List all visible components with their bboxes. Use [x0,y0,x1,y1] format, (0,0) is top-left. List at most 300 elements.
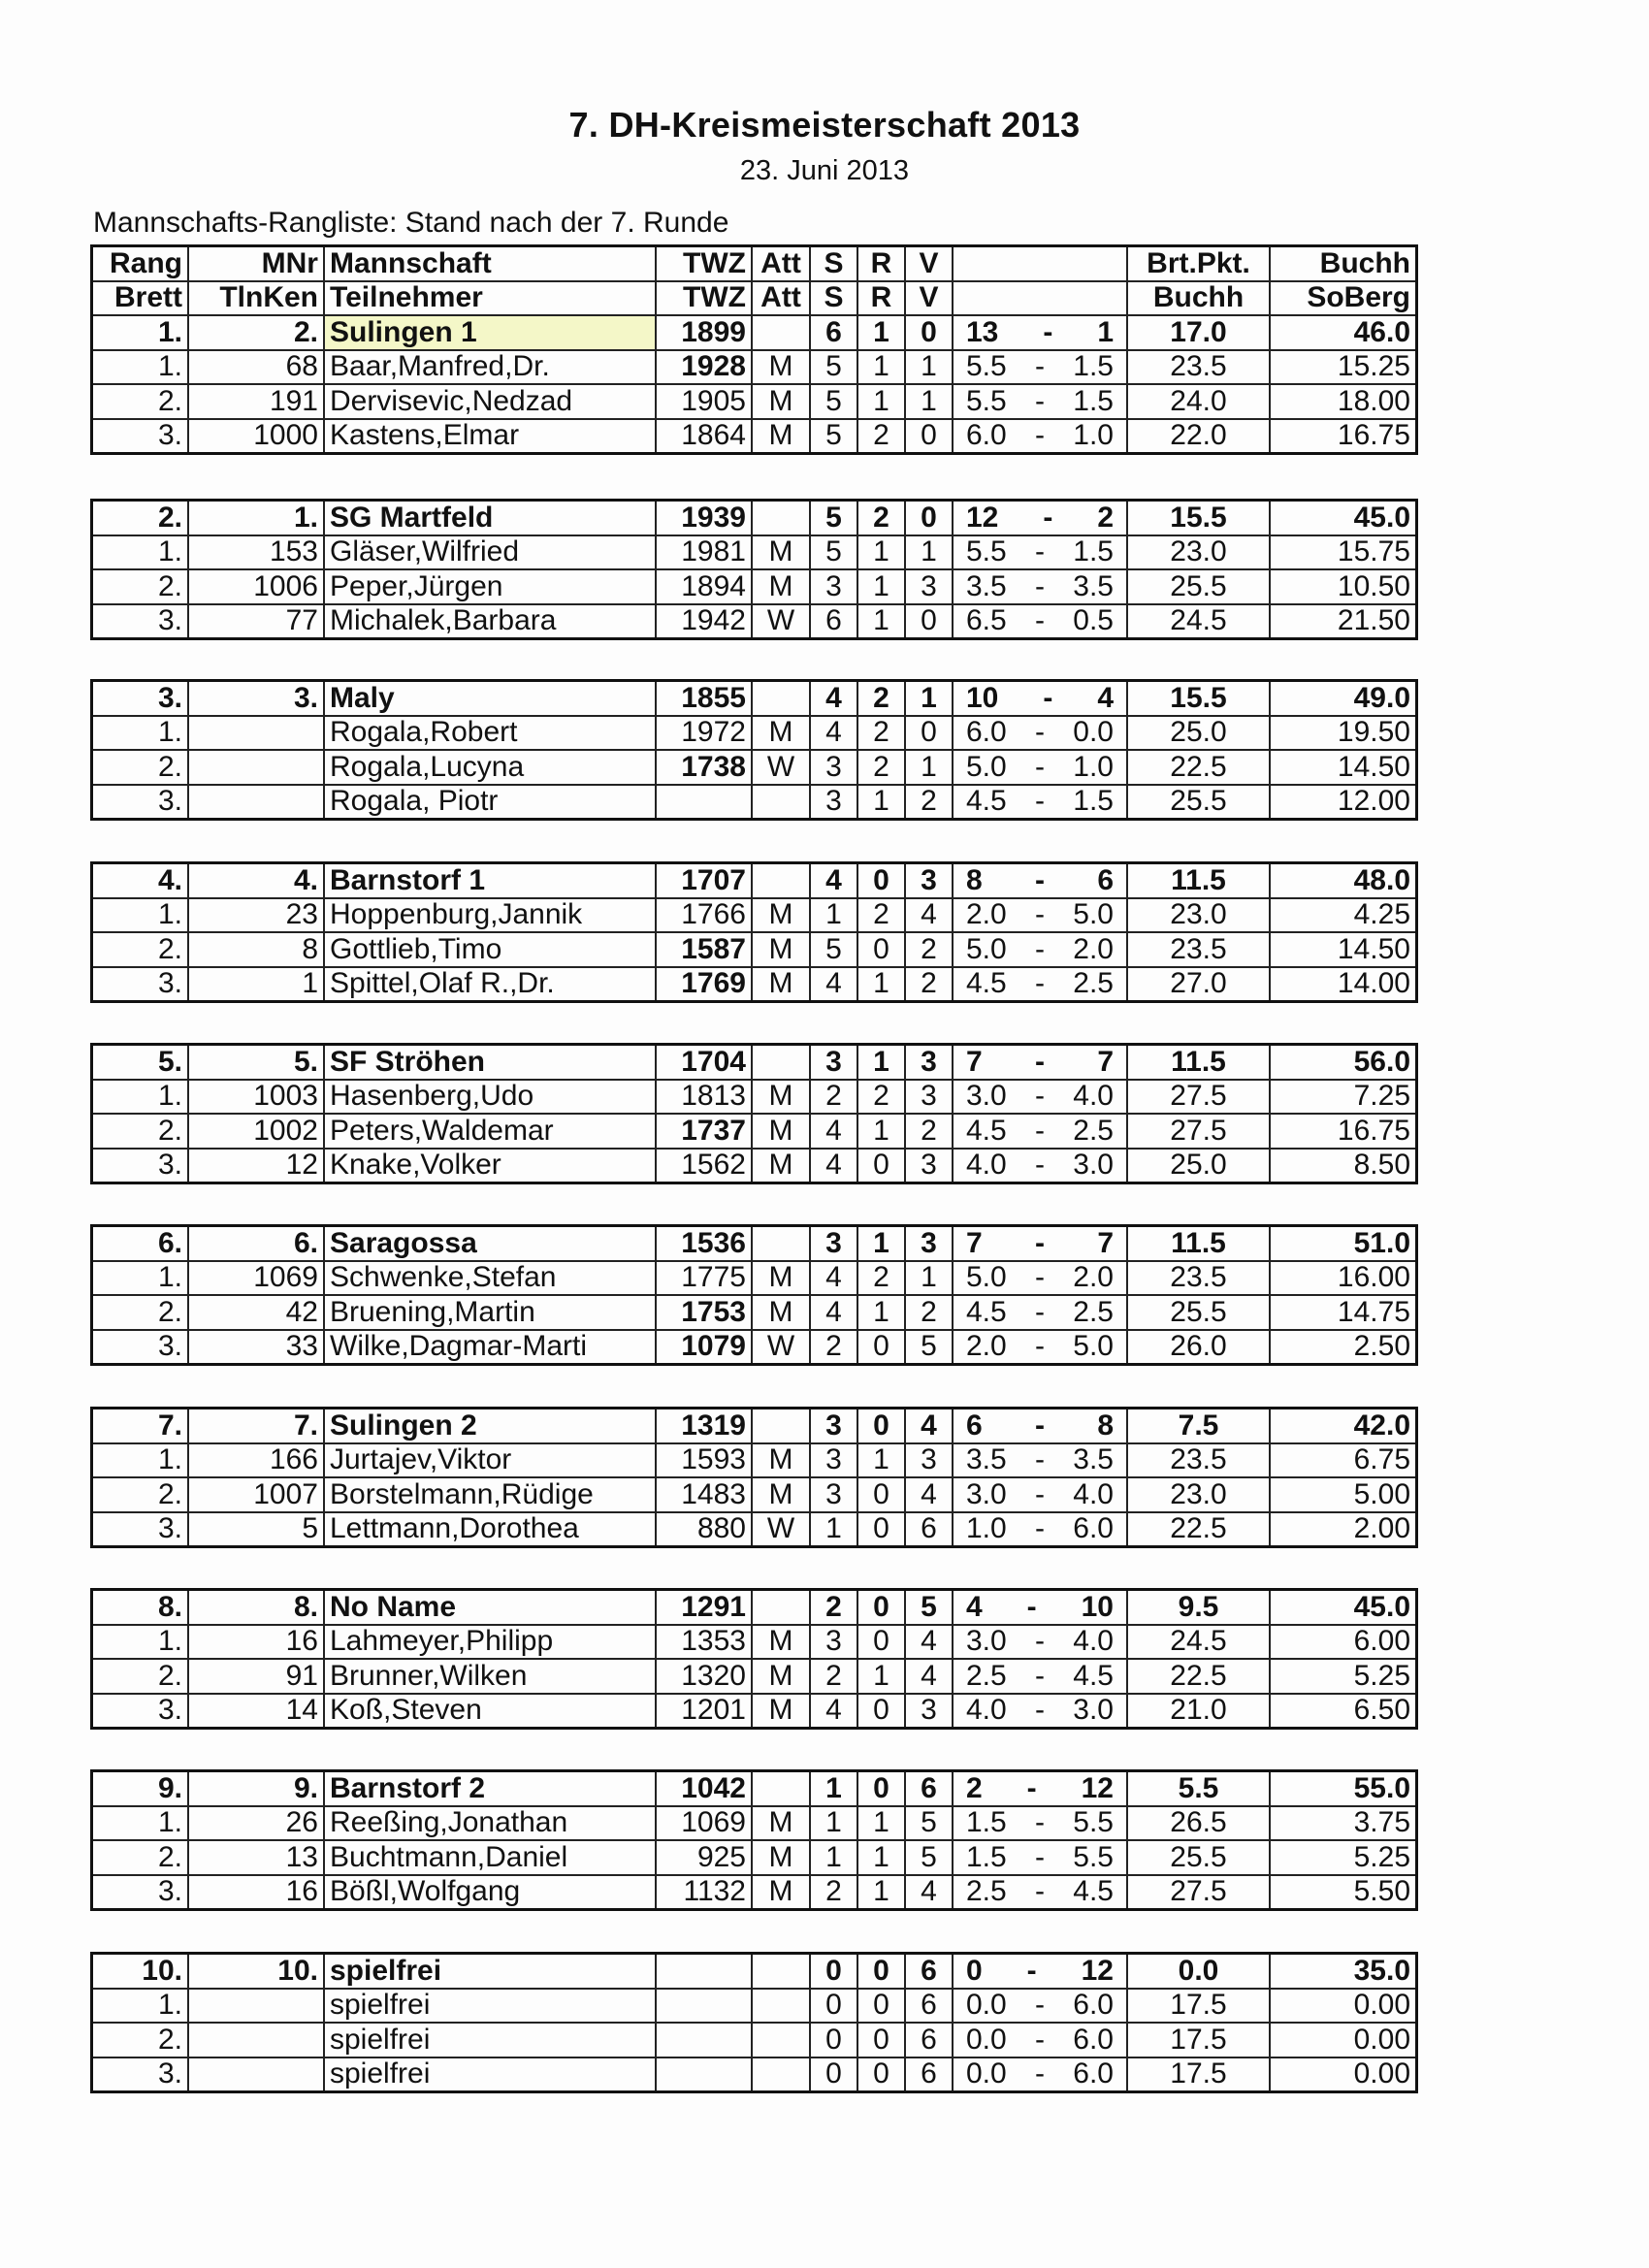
v-cell: 6 [905,2057,953,2092]
header-row [92,281,1417,316]
brett-cell: 3. [92,1694,189,1729]
points-against: 4 [1097,681,1114,714]
tlnken-cell: 1000 [188,419,324,454]
s-cell: 6 [810,315,857,350]
buchh-cell: 23.0 [1127,898,1270,933]
buchh-cell: 25.5 [1127,785,1270,820]
brt-pkt-header: Brt.Pkt. [1127,246,1270,281]
tlnken-cell: 166 [188,1443,324,1478]
r-cell: 1 [857,315,905,350]
v-cell: 1 [905,1261,953,1296]
twz-cell: 1587 [656,932,752,967]
twz-cell: 1132 [656,1875,752,1910]
r-cell: 0 [857,863,905,898]
player-row [92,1477,1417,1512]
buchh-cell: 25.5 [1127,1840,1270,1875]
s-header: S [810,246,857,281]
player-name-cell: Koß,Steven [324,1694,656,1729]
soberg-cell: 18.00 [1270,384,1417,419]
tlnken-cell: 23 [188,898,324,933]
r-cell: 0 [857,1989,905,2024]
v-cell: 4 [905,898,953,933]
player-name-cell: spielfrei [324,2023,656,2057]
buchh-cell: 42.0 [1270,1409,1417,1443]
man-pkt-cell [953,1045,1127,1080]
points-against: 2.0 [1073,1261,1114,1294]
brett-cell: 3. [92,967,189,1002]
att-cell [752,501,810,535]
player-row [92,1806,1417,1841]
att-cell [752,315,810,350]
brett-cell: 1. [92,898,189,933]
buchh-cell: 25.5 [1127,569,1270,604]
player-name-cell: Gottlieb,Timo [324,932,656,967]
points-against: 6.0 [1073,1989,1114,2022]
buchh-cell: 27.0 [1127,967,1270,1002]
brett-cell: 1. [92,1625,189,1660]
header-row [92,246,1417,281]
soberg-cell: 2.50 [1270,1330,1417,1365]
r-cell: 0 [857,1512,905,1547]
att-cell: W [752,1330,810,1365]
twz-cell: 1864 [656,419,752,454]
brett-cell: 1. [92,1261,189,1296]
player-name-cell: Knake,Volker [324,1149,656,1183]
player-name-cell: Rogala,Robert [324,716,656,751]
soberg-cell: 14.75 [1270,1295,1417,1330]
points-against: 4.5 [1073,1875,1114,1908]
brett-header: Brett [92,281,189,316]
tlnken-cell: 33 [188,1330,324,1365]
points-for: 3.0 [966,1477,1007,1510]
rang-cell: 3. [92,681,189,716]
s-cell: 3 [810,785,857,820]
points-separator: - [1035,1045,1045,1078]
tlnken-cell: 91 [188,1659,324,1694]
points-against: 6.0 [1073,2057,1114,2090]
att-cell: M [752,1261,810,1296]
points-for: 3.5 [966,569,1007,602]
att-cell: W [752,604,810,639]
player-row [92,1875,1417,1910]
points-for: 2 [966,1771,983,1804]
brt-pkt-cell: 9.5 [1127,1590,1270,1625]
v-cell: 2 [905,967,953,1002]
s-cell: 2 [810,1875,857,1910]
points-against: 1.0 [1073,750,1114,783]
tlnken-cell: 77 [188,604,324,639]
points-separator: - [1035,1114,1045,1147]
player-row [92,932,1417,967]
points-for: 10 [966,681,999,714]
points-against: 6.0 [1073,2023,1114,2056]
team-name-cell: Saragossa [324,1226,656,1261]
att-cell: M [752,1149,810,1183]
soberg-cell: 21.50 [1270,604,1417,639]
v-cell: 3 [905,1694,953,1729]
player-row [92,535,1417,570]
soberg-cell: 8.50 [1270,1149,1417,1183]
s-cell: 3 [810,1409,857,1443]
mnr-cell: 9. [188,1771,324,1806]
tlnken-cell: 26 [188,1806,324,1841]
s-cell: 4 [810,1261,857,1296]
points-separator: - [1035,604,1045,637]
man-pkt-cell [953,1226,1127,1261]
punkte-cell [953,785,1127,820]
s-cell: 5 [810,501,857,535]
soberg-cell: 6.00 [1270,1625,1417,1660]
man-pkt-cell [953,1590,1127,1625]
team-block [90,1043,1418,1184]
tlnken-cell: 8 [188,932,324,967]
att-cell: M [752,1840,810,1875]
twz-cell: 1905 [656,384,752,419]
r-cell: 1 [857,350,905,385]
punkte-cell [953,350,1127,385]
team-row [92,1409,1417,1443]
man-pkt-cell [953,1954,1127,1989]
r-header: R [857,281,905,316]
buchh-cell: 21.0 [1127,1694,1270,1729]
man-pkt-cell [953,1771,1127,1806]
points-against: 12 [1081,1954,1114,1987]
points-separator: - [1043,315,1053,348]
r-cell: 1 [857,1659,905,1694]
s-cell: 4 [810,716,857,751]
r-cell: 2 [857,681,905,716]
team-block [90,861,1418,1003]
v-cell: 3 [905,1443,953,1478]
points-for: 5.0 [966,932,1007,965]
tlnken-cell [188,785,324,820]
s-cell: 1 [810,1806,857,1841]
v-cell: 5 [905,1330,953,1365]
twz-header: TWZ [656,281,752,316]
s-cell: 1 [810,1840,857,1875]
rang-cell: 1. [92,315,189,350]
v-cell: 6 [905,1989,953,2024]
player-row [92,750,1417,785]
points-separator: - [1035,384,1045,417]
team-name-cell: Barnstorf 2 [324,1771,656,1806]
soberg-cell: 15.25 [1270,350,1417,385]
page-date: 23. Juni 2013 [739,155,910,186]
s-cell: 5 [810,535,857,570]
twz-cell: 1353 [656,1625,752,1660]
soberg-cell: 0.00 [1270,2057,1417,2092]
team-row [92,315,1417,350]
points-for: 0 [966,1954,983,1987]
points-against: 12 [1081,1771,1114,1804]
player-name-cell: Borstelmann,Rüdige [324,1477,656,1512]
r-cell: 0 [857,1771,905,1806]
points-against: 2 [1097,501,1114,534]
player-row [92,1840,1417,1875]
att-cell: M [752,384,810,419]
team-name-cell: spielfrei [324,1954,656,1989]
points-for: 4.5 [966,785,1007,818]
r-cell: 1 [857,1295,905,1330]
att-cell: M [752,1295,810,1330]
soberg-cell: 15.75 [1270,535,1417,570]
brt-pkt-cell: 11.5 [1127,1045,1270,1080]
points-separator: - [1035,1295,1045,1328]
punkte-cell [953,1989,1127,2024]
att-cell: M [752,1625,810,1660]
buchh-cell: 24.5 [1127,1625,1270,1660]
team-block [90,499,1418,640]
points-against: 4.0 [1073,1477,1114,1510]
att-cell [752,1226,810,1261]
buchh-cell: 24.0 [1127,384,1270,419]
points-separator: - [1035,569,1045,602]
twz-cell: 1201 [656,1694,752,1729]
tlnken-cell [188,716,324,751]
soberg-cell: 2.00 [1270,1512,1417,1547]
s-cell: 2 [810,1080,857,1115]
punkte-cell [953,1512,1127,1547]
att-cell [752,1590,810,1625]
points-against: 3.5 [1073,569,1114,602]
points-for: 2.0 [966,898,1007,931]
buchh-cell: 55.0 [1270,1771,1417,1806]
player-name-cell: Michalek,Barbara [324,604,656,639]
team-block [90,1769,1418,1911]
punkte-cell [953,1694,1127,1729]
s-cell: 4 [810,1114,857,1149]
s-cell: 3 [810,1226,857,1261]
twz-cell: 1894 [656,569,752,604]
brett-cell: 1. [92,350,189,385]
att-header: Att [752,281,810,316]
points-for: 3.0 [966,1625,1007,1658]
s-cell: 3 [810,1625,857,1660]
player-row [92,716,1417,751]
player-name-cell: Hoppenburg,Jannik [324,898,656,933]
r-cell: 0 [857,2023,905,2057]
twz-cell: 1320 [656,1659,752,1694]
twz-cell: 1939 [656,501,752,535]
v-cell: 3 [905,1149,953,1183]
buchh-cell: 27.5 [1127,1875,1270,1910]
r-cell: 0 [857,1590,905,1625]
twz-header: TWZ [656,246,752,281]
soberg-cell: 6.50 [1270,1694,1417,1729]
att-cell: M [752,1443,810,1478]
twz-cell [656,2023,752,2057]
att-cell [752,1045,810,1080]
player-name-cell: Rogala,Lucyna [324,750,656,785]
att-cell: M [752,350,810,385]
v-header: V [905,281,953,316]
points-for: 13 [966,315,999,348]
player-name-cell: Gläser,Wilfried [324,535,656,570]
twz-cell: 1069 [656,1806,752,1841]
team-row [92,681,1417,716]
s-cell: 1 [810,1512,857,1547]
att-cell [752,1954,810,1989]
punkte-cell [953,419,1127,454]
brett-cell: 3. [92,1330,189,1365]
buchh-cell: 17.5 [1127,1989,1270,2024]
brett-cell: 2. [92,569,189,604]
points-separator: - [1035,1659,1045,1692]
twz-cell: 1899 [656,315,752,350]
s-cell: 4 [810,1295,857,1330]
player-row [92,1080,1417,1115]
rang-cell: 7. [92,1409,189,1443]
r-cell: 0 [857,932,905,967]
brett-cell: 3. [92,1149,189,1183]
v-cell: 6 [905,1954,953,1989]
mnr-cell: 10. [188,1954,324,1989]
soberg-cell: 5.50 [1270,1875,1417,1910]
player-name-cell: Buchtmann,Daniel [324,1840,656,1875]
brt-pkt-cell: 7.5 [1127,1409,1270,1443]
punkte-cell [953,1443,1127,1478]
v-cell: 3 [905,1080,953,1115]
v-cell: 4 [905,1625,953,1660]
twz-cell: 1766 [656,898,752,933]
tlnken-cell: 16 [188,1875,324,1910]
v-header: V [905,246,953,281]
s-cell: 4 [810,1149,857,1183]
brt-pkt-cell: 11.5 [1127,1226,1270,1261]
punkte-cell [953,604,1127,639]
twz-cell: 1562 [656,1149,752,1183]
points-for: 6.5 [966,604,1007,637]
punkte-cell [953,1875,1127,1910]
v-cell: 4 [905,1875,953,1910]
mnr-cell: 6. [188,1226,324,1261]
twz-cell: 1704 [656,1045,752,1080]
brett-cell: 1. [92,1806,189,1841]
points-separator: - [1035,1625,1045,1658]
points-for: 12 [966,501,999,534]
points-separator: - [1035,2023,1045,2056]
att-cell: M [752,569,810,604]
v-cell: 1 [905,681,953,716]
points-against: 2.5 [1073,1114,1114,1147]
punkte-header [953,281,1127,316]
player-name-cell: Wilke,Dagmar-Marti [324,1330,656,1365]
r-cell: 1 [857,785,905,820]
points-for: 3.0 [966,1080,1007,1113]
man-pkt-cell [953,501,1127,535]
player-row [92,1114,1417,1149]
points-for: 6.0 [966,419,1007,452]
twz-cell: 1319 [656,1409,752,1443]
soberg-cell: 12.00 [1270,785,1417,820]
team-block [90,1407,1418,1548]
points-against: 1.5 [1073,384,1114,417]
points-for: 6 [966,1409,983,1442]
soberg-cell: 0.00 [1270,2023,1417,2057]
player-name-cell: Jurtajev,Viktor [324,1443,656,1478]
points-for: 1.5 [966,1840,1007,1873]
s-cell: 4 [810,681,857,716]
punkte-cell [953,1659,1127,1694]
points-separator: - [1035,785,1045,818]
s-cell: 0 [810,2057,857,2092]
punkte-cell [953,1149,1127,1183]
buchh-cell: 24.5 [1127,604,1270,639]
points-for: 4.0 [966,1694,1007,1727]
mnr-cell: 5. [188,1045,324,1080]
buchh-cell: 22.0 [1127,419,1270,454]
points-for: 5.5 [966,384,1007,417]
s-cell: 3 [810,1477,857,1512]
punkte-cell [953,1477,1127,1512]
v-cell: 5 [905,1806,953,1841]
player-row [92,1295,1417,1330]
twz-cell: 1981 [656,535,752,570]
points-separator: - [1035,1226,1045,1259]
twz-cell [656,1954,752,1989]
twz-cell [656,2057,752,2092]
tlnken-cell: 1 [188,967,324,1002]
r-cell: 0 [857,1330,905,1365]
att-cell: M [752,898,810,933]
team-block [90,244,1418,455]
buchh-cell: 25.0 [1127,716,1270,751]
twz-cell: 1775 [656,1261,752,1296]
twz-cell: 1928 [656,350,752,385]
punkte-cell [953,898,1127,933]
buchh-cell: 51.0 [1270,1226,1417,1261]
v-cell: 2 [905,785,953,820]
points-separator: - [1035,932,1045,965]
brt-pkt-cell: 15.5 [1127,501,1270,535]
r-cell: 1 [857,1114,905,1149]
s-cell: 3 [810,1045,857,1080]
tlnken-cell: 153 [188,535,324,570]
player-row [92,604,1417,639]
points-separator: - [1035,1080,1045,1113]
buchh-cell: 49.0 [1270,681,1417,716]
points-separator: - [1035,967,1045,1000]
player-name-cell: Brunner,Wilken [324,1659,656,1694]
points-for: 4 [966,1590,983,1623]
brett-cell: 2. [92,1114,189,1149]
att-header: Att [752,246,810,281]
tlnken-cell [188,2023,324,2057]
player-row [92,2023,1417,2057]
punkte-cell [953,750,1127,785]
r-cell: 2 [857,419,905,454]
att-cell [752,863,810,898]
brett-cell: 2. [92,932,189,967]
att-cell [752,1771,810,1806]
points-against: 1.5 [1073,535,1114,568]
team-name-cell: No Name [324,1590,656,1625]
r-header: R [857,246,905,281]
points-separator: - [1035,1512,1045,1545]
player-name-cell: Hasenberg,Udo [324,1080,656,1115]
brett-cell: 2. [92,384,189,419]
points-against: 4.0 [1073,1080,1114,1113]
v-cell: 2 [905,1114,953,1149]
r-cell: 1 [857,967,905,1002]
points-against: 2.5 [1073,967,1114,1000]
rang-header: Rang [92,246,189,281]
points-against: 1.0 [1073,419,1114,452]
page-subtitle: Mannschafts-Rangliste: Stand nach der 7. Runde [93,207,729,239]
player-row [92,967,1417,1002]
tlnken-cell: 13 [188,1840,324,1875]
player-name-cell: Spittel,Olaf R.,Dr. [324,967,656,1002]
